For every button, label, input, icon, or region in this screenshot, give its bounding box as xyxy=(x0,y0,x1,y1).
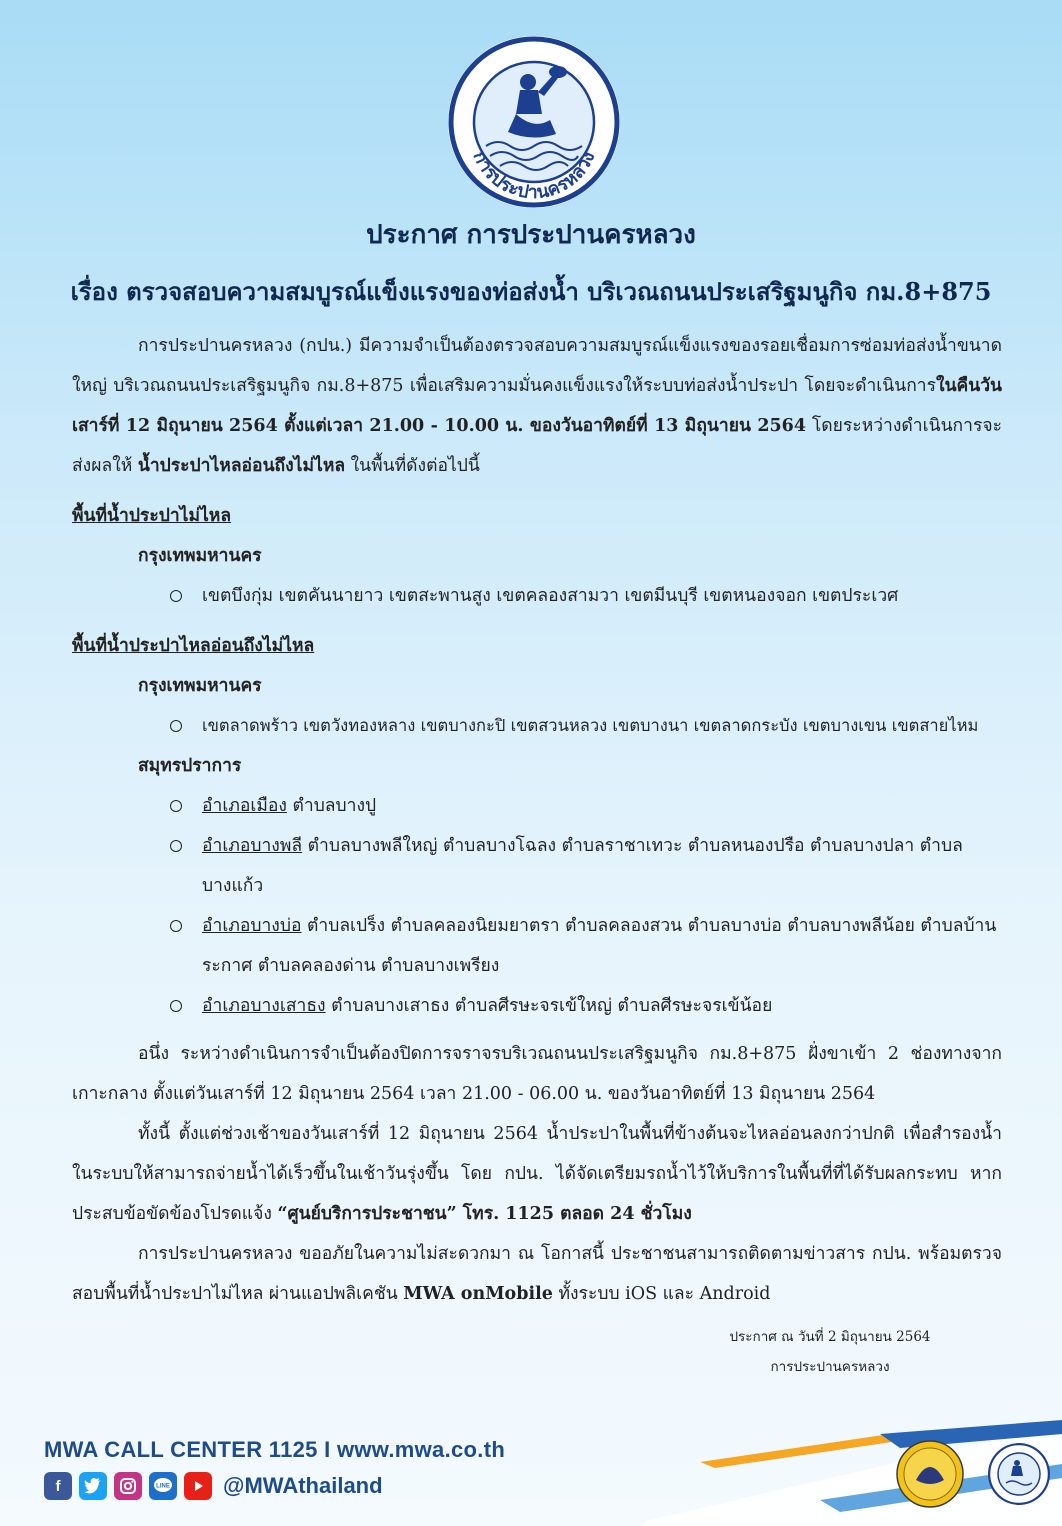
low-water-province-bangkok: กรุงเทพมหานคร xyxy=(138,676,262,696)
mwa-seal-icon xyxy=(988,1443,1050,1505)
low-water-province-samutprakan: สมุทรปราการ xyxy=(138,756,242,776)
no-water-province: กรุงเทพมหานคร xyxy=(138,546,262,566)
list-item: เขตลาดพร้าว เขตวังทองหลาง เขตบางกะปิ เขตสวนหลวง เขตบางนา เขตลาดกระบัง เขตบางเขน เขตสายไหม xyxy=(72,706,1002,746)
bullet-circle-icon xyxy=(170,720,182,732)
intro-paragraph: การประปานครหลวง (กปน.) มีความจำเป็นต้องตรวจสอบความสมบูรณ์แข็งแรงของรอยเชื่อมการซ่อมท่อส่งน้ำขนาดใหญ่ บริเวณถนนประเสริฐมนูกิจ กม.8+875 เพื่อเสริมความมั่นคงแข็งแรงให้ระบบท่อส่งน้ำประปา โดยจะดำเนินการในคืนวันเสาร์ที่ 12 มิถุนายน 2564 ตั้งแต่เวลา 21.00 - 10.00 น. ของวันอาทิตย์ที่ 13 มิถุนายน 2564 โดยระหว่างดำเนินการจะส่งผลให้ น้ำประปาไหลอ่อนถึงไม่ไหล ในพื้นที่ดังต่อไปนี้ xyxy=(72,336,1003,476)
announcement-body xyxy=(72,326,1002,1314)
bullet-circle-icon xyxy=(170,920,182,932)
list-item: อำเภอบางพลี ตำบลบางพลีใหญ่ ตำบลบางโฉลง ตำบลราชาเทวะ ตำบลหนองปรือ ตำบลบางปลา ตำบลบางแก้ว xyxy=(72,826,1002,906)
list-item: เขตบึงกุ่ม เขตคันนายาว เขตสะพานสูง เขตคลองสามวา เขตมีนบุรี เขตหนองจอก เขตประเวศ xyxy=(72,576,1002,616)
svg-text:LINE: LINE xyxy=(156,1483,170,1490)
call-center-info: MWA CALL CENTER 1125 I www.mwa.co.th xyxy=(44,1437,506,1462)
line-icon[interactable] xyxy=(149,1472,177,1500)
instagram-icon[interactable] xyxy=(114,1472,142,1500)
royal-seal-icon xyxy=(896,1440,964,1508)
facebook-icon[interactable]: f xyxy=(44,1472,72,1500)
social-links xyxy=(44,1472,383,1500)
service-paragraph: ทั้งนี้ ตั้งแต่ช่วงเช้าของวันเสาร์ที่ 12 มิถุนายน 2564 น้ำประปาในพื้นที่ข้างต้นจะไหลอ่อนลงกว่าปกติ เพื่อสำรองน้ำในระบบให้สามารถจ่ายน้ำได้เร็วขึ้นในเช้าวันรุ่งขึ้น โดย กปน. ได้จัดเตรียมรถน้ำไว้ให้บริการในพื้นที่ที่ได้รับผลกระทบ หากประสบข้อขัดข้องโปรดแจ้ง “ศูนย์บริการประชาชน” โทร. 1125 ตลอด 24 ชั่วโมง xyxy=(72,1124,1002,1224)
bullet-circle-icon xyxy=(170,1000,182,1012)
youtube-icon[interactable] xyxy=(184,1472,212,1500)
no-water-heading: พื้นที่น้ำประปาไม่ไหล xyxy=(72,506,232,526)
traffic-paragraph: อนึ่ง ระหว่างดำเนินการจำเป็นต้องปิดการจราจรบริเวณถนนประเสริฐมนูกิจ กม.8+875 ฝั่งขาเข้า 2 ช่องทางจากเกาะกลาง ตั้งแต่วันเสาร์ที่ 12 มิถุนายน 2564 เวลา 21.00 - 06.00 น. ของวันอาทิตย์ที่ 13 มิถุนายน 2564 xyxy=(72,1044,1002,1104)
announcement-title: ประกาศ การประปานครหลวง xyxy=(366,220,696,250)
announcement-subject: เรื่อง ตรวจสอบความสมบูรณ์แข็งแรงของท่อส่งน้ำ บริเวณถนนประเสริฐมนูกิจ กม.8+875 xyxy=(70,277,992,306)
bullet-circle-icon xyxy=(170,840,182,852)
announcement-date: ประกาศ ณ วันที่ 2 มิถุนายน 2564 xyxy=(729,1329,931,1345)
list-item: อำเภอเมือง ตำบลบางปู xyxy=(72,786,1002,826)
mwa-logo xyxy=(446,34,622,210)
list-item: อำเภอบางเสาธง ตำบลบางเสาธง ตำบลศีรษะจรเข้ใหญ่ ตำบลศีรษะจรเข้น้อย xyxy=(72,986,1002,1026)
bullet-circle-icon xyxy=(170,800,182,812)
bullet-circle-icon xyxy=(170,590,182,602)
low-water-heading: พื้นที่น้ำประปาไหลอ่อนถึงไม่ไหล xyxy=(72,636,315,656)
signature-org: การประปานครหลวง xyxy=(770,1359,890,1375)
social-handle[interactable]: @MWAthailand xyxy=(223,1473,383,1498)
list-item: อำเภอบางบ่อ ตำบลเปร็ง ตำบลคลองนิยมยาตรา ตำบลคลองสวน ตำบลบางบ่อ ตำบลบางพลีน้อย ตำบลบ้านระกาศ ตำบลคลองด่าน ตำบลบางเพรียง xyxy=(72,906,1002,986)
logo-text: การประปานครหลวง xyxy=(468,148,600,204)
twitter-icon[interactable] xyxy=(79,1472,107,1500)
apology-paragraph: การประปานครหลวง ขออภัยในความไม่สะดวกมา ณ โอกาสนี้ ประชาชนสามารถติดตามข่าวสาร กปน. พร้อมตรวจสอบพื้นที่น้ำประปาไม่ไหล ผ่านแอปพลิเคชัน MWA onMobile ทั้งระบบ iOS และ Android xyxy=(72,1244,1002,1304)
